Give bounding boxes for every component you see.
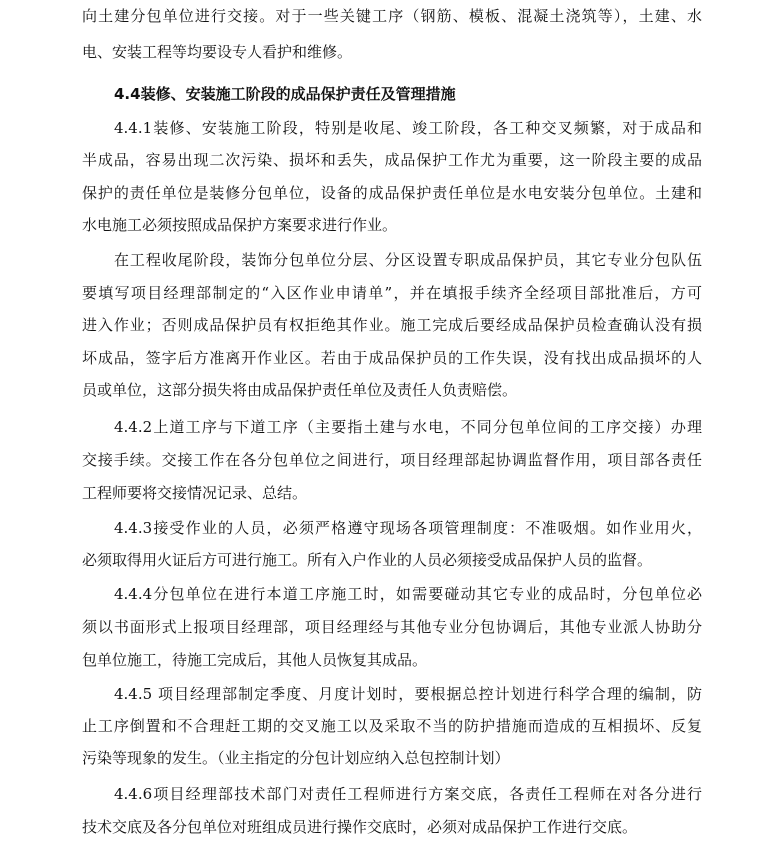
intro-line-1: 向土建分包单位进行交接。对于一些关键工序（钢筋、模板、混凝土浇筑等），土建、水 <box>82 7 702 25</box>
paragraph-3-line-2: 交接手续。交接工作在各分包单位之间进行，项目经理部起协调监督作用，项目部各责任 <box>82 451 702 469</box>
paragraph-1-line-4: 水电施工必须按照成品保护方案要求进行作业。 <box>82 216 398 234</box>
paragraph-6-line-1: 4.4.5 项目经理部制定季度、月度计划时，要根据总控计划进行科学合理的编制，防 <box>114 685 702 703</box>
paragraph-5-line-3: 包单位施工，待施工完成后，其他人员恢复其成品。 <box>82 651 428 669</box>
paragraph-3-line-1: 4.4.2上道工序与下道工序（主要指土建与水电，不同分包单位间的工序交接）办理 <box>114 418 702 436</box>
paragraph-2-line-4: 坏成品，签字后方准离开作业区。若由于成品保护员的工作失误，没有找出成品损坏的人 <box>82 349 702 367</box>
paragraph-3-line-3: 工程师要将交接情况记录、总结。 <box>82 484 308 502</box>
intro-line-2: 电、安装工程等均要设专人看护和维修。 <box>82 43 353 61</box>
paragraph-7-line-2: 技术交底及各分包单位对班组成员进行操作交底时，必须对成品保护工作进行交底。 <box>82 818 638 836</box>
paragraph-6-line-3: 污染等现象的发生。（业主指定的分包计划应纳入总包控制计划） <box>82 749 510 767</box>
paragraph-6-line-2: 止工序倒置和不合理赶工期的交叉施工以及采取不当的防护措施而造成的互相损坏、反复 <box>82 717 702 735</box>
paragraph-1-line-1: 4.4.1装修、安装施工阶段，特别是收尾、竣工阶段，各工种交叉频繁，对于成品和 <box>114 119 702 137</box>
section-heading: 4.4装修、安装施工阶段的成品保护责任及管理措施 <box>114 85 456 103</box>
paragraph-4-line-1: 4.4.3接受作业的人员，必须严格遵守现场各项管理制度：不准吸烟。如作业用火， <box>114 519 702 537</box>
paragraph-2-line-1: 在工程收尾阶段，装饰分包单位分层、分区设置专职成品保护员，其它专业分包队伍 <box>114 251 702 269</box>
paragraph-5-line-1: 4.4.4分包单位在进行本道工序施工时，如需要碰动其它专业的成品时，分包单位必 <box>114 585 702 603</box>
paragraph-2-line-2: 要填写项目经理部制定的“入区作业申请单”，并在填报手续齐全经项目部批准后，方可 <box>82 284 702 302</box>
paragraph-1-line-2: 半成品，容易出现二次污染、损坏和丢失，成品保护工作尤为重要，这一阶段主要的成品 <box>82 151 702 169</box>
paragraph-7-line-1: 4.4.6项目经理部技术部门对责任工程师进行方案交底，各责任工程师在对各分进行 <box>114 785 702 803</box>
paragraph-2-line-3: 进入作业；否则成品保护员有权拒绝其作业。施工完成后要经成品保护员检查确认没有损 <box>82 316 702 334</box>
paragraph-1-line-3: 保护的责任单位是装修分包单位，设备的成品保护责任单位是水电安装分包单位。土建和 <box>82 184 702 202</box>
paragraph-2-line-5: 员或单位，这部分损失将由成品保护责任单位及责任人负责赔偿。 <box>82 381 518 399</box>
paragraph-4-line-2: 必须取得用火证后方可进行施工。所有入户作业的人员必须接受成品保护人员的监督。 <box>82 551 653 569</box>
paragraph-5-line-2: 须以书面形式上报项目经理部，项目经理经与其他专业分包协调后，其他专业派人协助分 <box>82 618 702 636</box>
